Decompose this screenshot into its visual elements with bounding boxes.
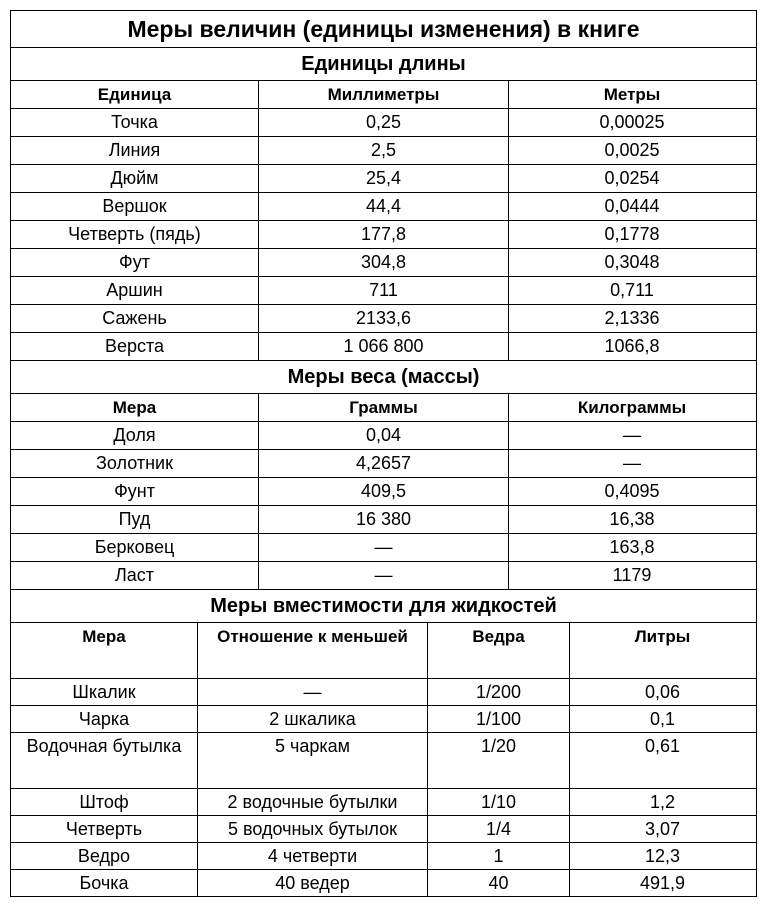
table-row — [11, 136, 756, 164]
unit-name: Вершок — [102, 196, 167, 216]
table-row — [11, 421, 756, 449]
value-m: 0,00025 — [508, 109, 755, 136]
unit-name: Верста — [104, 336, 165, 356]
unit-name: Четверть (пядь) — [68, 224, 201, 244]
value-mm: 2133,6 — [258, 305, 508, 332]
liters-value: 0,06 — [569, 679, 755, 705]
measure-name: Чарка — [78, 708, 130, 729]
table-row — [11, 332, 756, 360]
value-grams: — — [258, 562, 508, 589]
value-m: 0,1778 — [508, 221, 755, 248]
value-mm: 44,4 — [258, 193, 508, 220]
table-row — [11, 788, 756, 815]
liters-value: 491,9 — [569, 870, 755, 896]
ratio-value: 40 ведер — [197, 870, 427, 896]
value-kg: 163,8 — [508, 534, 755, 561]
value-grams: 0,04 — [258, 422, 508, 449]
unit-name: Сажень — [102, 308, 167, 328]
value-mm: 2,5 — [258, 137, 508, 164]
volume-header-row — [11, 622, 756, 678]
buckets-value: 1/20 — [427, 733, 569, 788]
value-mm: 304,8 — [258, 249, 508, 276]
table-row — [11, 108, 756, 136]
document-title: Меры величин (единицы изменения) в книге — [127, 15, 640, 42]
value-m: 0,0254 — [508, 165, 755, 192]
table-row — [11, 248, 756, 276]
value-kg: 16,38 — [508, 506, 755, 533]
table-row — [11, 164, 756, 192]
weight-section-title: Меры веса (массы) — [287, 365, 480, 388]
value-m: 2,1336 — [508, 305, 755, 332]
title-row — [11, 11, 756, 47]
measure-name: Ведро — [77, 845, 131, 866]
length-col-unit-header: Единица — [97, 85, 172, 104]
table-row — [11, 304, 756, 332]
volume-section-title: Меры вместимости для жидкостей — [210, 594, 557, 617]
table-row — [11, 705, 756, 732]
length-col-m-header: Метры — [508, 81, 755, 108]
weight-header-row — [11, 393, 756, 421]
value-m: 0,711 — [508, 277, 755, 304]
measure-name: Бочка — [79, 872, 129, 893]
table-row — [11, 220, 756, 248]
table-row — [11, 449, 756, 477]
value-mm: 711 — [258, 277, 508, 304]
value-grams: — — [258, 534, 508, 561]
value-grams: 409,5 — [258, 478, 508, 505]
value-kg: 0,4095 — [508, 478, 755, 505]
liters-value: 3,07 — [569, 816, 755, 842]
measure-name: Пуд — [118, 509, 151, 529]
value-grams: 16 380 — [258, 506, 508, 533]
value-mm: 25,4 — [258, 165, 508, 192]
table-row — [11, 815, 756, 842]
ratio-value: 5 водочных бутылок — [197, 816, 427, 842]
table-row — [11, 869, 756, 896]
unit-name: Фут — [119, 252, 150, 272]
measure-name: Фунт — [114, 481, 155, 501]
unit-name: Точка — [111, 112, 158, 132]
volume-section-row — [11, 589, 756, 622]
ratio-value: 4 четверти — [197, 843, 427, 869]
liters-value: 0,61 — [569, 733, 755, 788]
weight-col-grams-header: Граммы — [258, 394, 508, 421]
volume-col-buckets-header: Ведра — [427, 623, 569, 678]
value-mm: 1 066 800 — [258, 333, 508, 360]
liters-value: 0,1 — [569, 706, 755, 732]
measures-document — [10, 10, 757, 897]
value-m: 0,0025 — [508, 137, 755, 164]
table-row — [11, 192, 756, 220]
measure-name: Берковец — [94, 537, 175, 557]
measure-name: Четверть — [65, 818, 143, 839]
weight-section-row — [11, 360, 756, 393]
length-section-title: Единицы длины — [301, 52, 466, 75]
liters-value: 1,2 — [569, 789, 755, 815]
table-row — [11, 533, 756, 561]
table-row — [11, 561, 756, 589]
buckets-value: 1 — [427, 843, 569, 869]
unit-name: Дюйм — [110, 168, 159, 188]
table-row — [11, 477, 756, 505]
value-m: 1066,8 — [508, 333, 755, 360]
value-grams: 4,2657 — [258, 450, 508, 477]
buckets-value: 40 — [427, 870, 569, 896]
length-header-row — [11, 80, 756, 108]
value-m: 0,0444 — [508, 193, 755, 220]
measure-name: Водочная бутылка — [26, 736, 182, 756]
value-mm: 0,25 — [258, 109, 508, 136]
measure-name: Ласт — [114, 565, 155, 585]
volume-col-ratio-header: Отношение к меньшей — [197, 623, 427, 678]
ratio-value: 2 шкалика — [197, 706, 427, 732]
weight-col-kg-header: Килограммы — [508, 394, 755, 421]
ratio-value: 2 водочные бутылки — [197, 789, 427, 815]
volume-col-measure-header: Мера — [82, 627, 126, 646]
buckets-value: 1/10 — [427, 789, 569, 815]
buckets-value: 1/4 — [427, 816, 569, 842]
table-row — [11, 505, 756, 533]
measure-name: Золотник — [96, 453, 173, 473]
buckets-value: 1/100 — [427, 706, 569, 732]
table-row — [11, 678, 756, 705]
weight-col-measure-header: Мера — [112, 398, 157, 417]
measures-table — [10, 10, 757, 897]
length-col-mm-header: Миллиметры — [258, 81, 508, 108]
table-row — [11, 842, 756, 869]
measure-name: Доля — [113, 425, 156, 445]
value-kg: 1179 — [508, 562, 755, 589]
value-kg: — — [508, 422, 755, 449]
measure-name: Штоф — [79, 791, 129, 812]
value-kg: — — [508, 450, 755, 477]
table-row — [11, 732, 756, 788]
length-section-row — [11, 47, 756, 80]
buckets-value: 1/200 — [427, 679, 569, 705]
value-mm: 177,8 — [258, 221, 508, 248]
measure-name: Шкалик — [72, 681, 136, 702]
liters-value: 12,3 — [569, 843, 755, 869]
ratio-value: — — [197, 679, 427, 705]
ratio-value: 5 чаркам — [197, 733, 427, 788]
volume-col-liters-header: Литры — [569, 623, 755, 678]
table-row — [11, 276, 756, 304]
value-m: 0,3048 — [508, 249, 755, 276]
unit-name: Аршин — [106, 280, 163, 300]
unit-name: Линия — [108, 140, 161, 160]
